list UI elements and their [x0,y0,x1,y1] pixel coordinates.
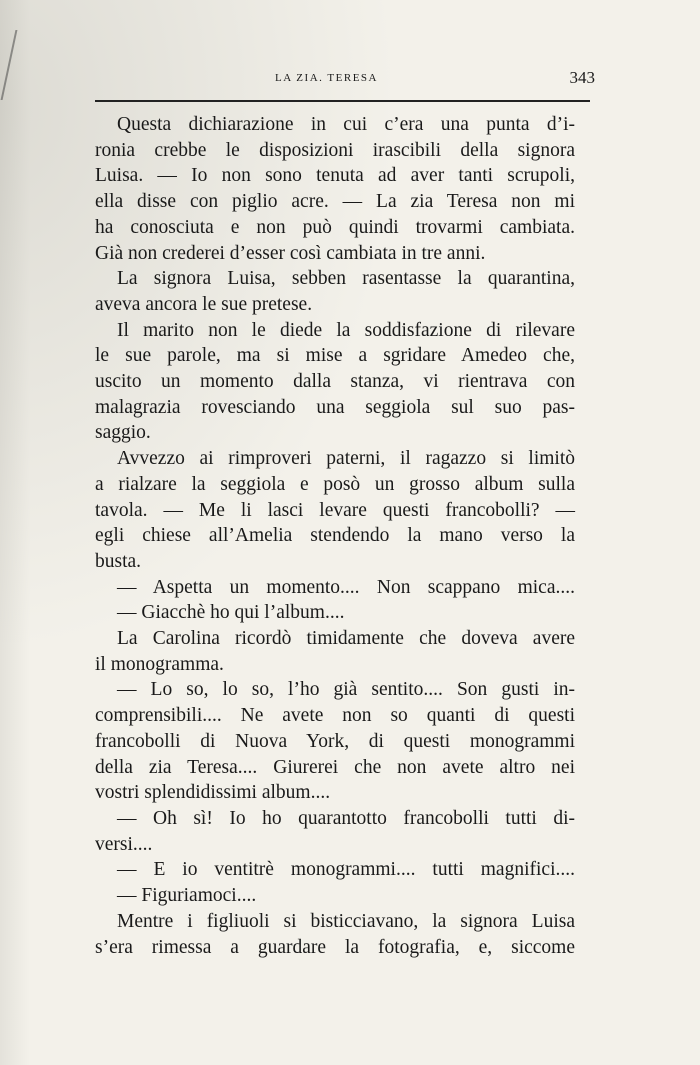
text-line: il monogramma. [95,653,224,675]
text-line: Già non crederei d’esser così cambiata in tre anni. [95,242,486,264]
text-line: Mentre i figliuoli si bisticciavano, la signora Luisa [117,910,575,932]
text-line: Il marito non le diede la soddisfazione di rilevare [117,319,575,341]
text-line: della zia Teresa.... Giurerei che non avete altro nei [95,756,575,778]
text-line: francobolli di Nuova York, di questi monogrammi [95,730,575,752]
text-line: s’era rimessa a guardare la fotografia, e, siccome [95,936,575,958]
text-line: ella disse con piglio acre. — La zia Teresa non mi [95,191,575,213]
text-line: — E io ventitrè monogrammi.... tutti magnifici.... [117,859,575,881]
text-line: ronia crebbe le disposizioni irascibili della signora [95,139,575,161]
text-line: a rialzare la seggiola e posò un grosso album sulla [95,473,575,495]
text-line: malagrazia rovesciando una seggiola sul suo pas- [95,396,575,418]
page-header [95,68,595,92]
text-line: uscito un momento dalla stanza, vi rientrava con [95,371,575,393]
text-line: versi.... [95,833,153,855]
text-line: Luisa. — Io non sono tenuta ad aver tanti scrupoli, [95,165,575,187]
text-line: egli chiese all’Amelia stendendo la mano verso la [95,525,575,547]
running-title: LA ZIA. TERESA [275,72,378,84]
text-line: La signora Luisa, sebben rasentasse la quarantina, [117,268,575,290]
text-line: — Lo so, lo so, l’ho già sentito.... Son gusti in- [117,679,575,701]
text-line: ha conosciuta e non può quindi trovarmi cambiata. [95,216,575,238]
text-line: La Carolina ricordò timidamente che doveva avere [117,628,575,650]
text-line: Questa dichiarazione in cui c’era una punta d’i- [117,114,575,135]
text-line: — Oh sì! Io ho quarantotto francobolli tutti di- [117,807,575,829]
body-text [95,112,575,960]
text-line: saggio. [95,422,151,444]
text-line: aveva ancora le sue pretese. [95,293,313,315]
text-line: — Giacchè ho qui l’album.... [117,602,345,624]
text-line: comprensibili.... Ne avete non so quanti di questi [95,705,575,727]
text-line: tavola. — Me li lasci levare questi francobolli? — [95,499,575,521]
text-line: le sue parole, ma si mise a sgridare Amedeo che, [95,345,575,367]
text-line: vostri splendidissimi album.... [95,782,331,804]
text-line: Avvezzo ai rimproveri paterni, il ragazzo si limitò [117,448,575,470]
text-line: busta. [95,550,142,572]
page-edge-shadow [1,30,36,100]
text-line: — Figuriamoci.... [117,885,257,907]
text-line: — Aspetta un momento.... Non scappano mica.... [117,576,575,598]
page-number: 343 [569,68,595,87]
header-rule [95,100,590,102]
